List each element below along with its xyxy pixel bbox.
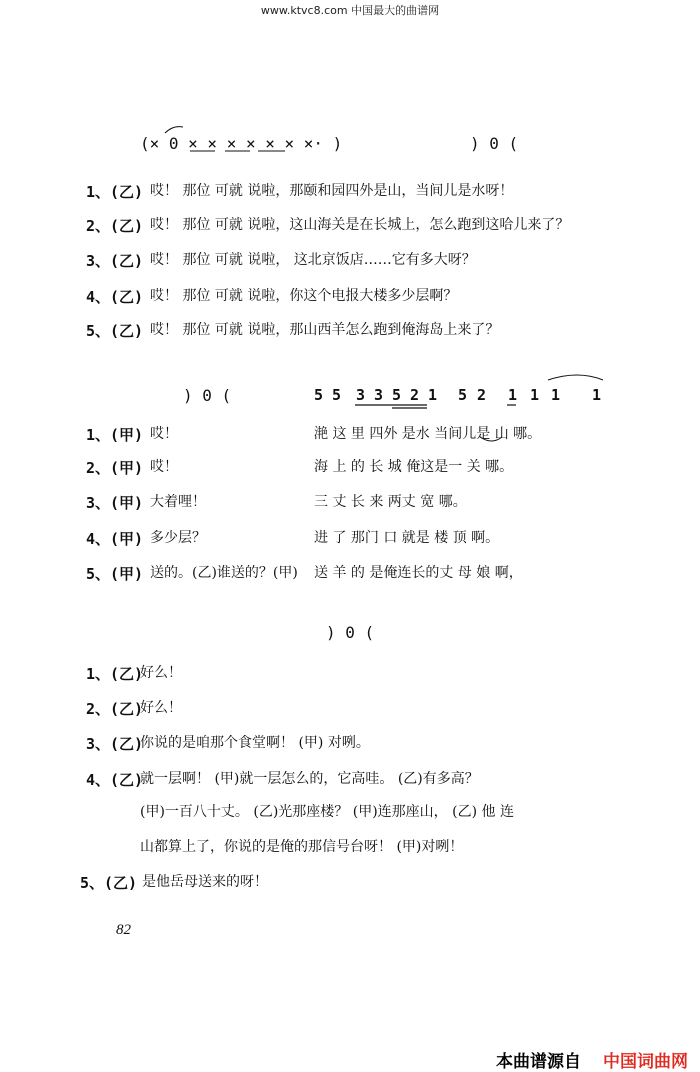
line-number: 2、(甲) bbox=[86, 459, 144, 477]
line-number: 5、(乙) bbox=[80, 874, 138, 892]
speaker-cue: 大着哩！ bbox=[150, 494, 206, 510]
line-number: 4、(乙) bbox=[86, 288, 144, 306]
repeat-mark: ) 0 ( bbox=[183, 386, 232, 405]
dialogue-line: 哎！ 那位 可就 说啦，你这个电报大楼多少层啊？ bbox=[150, 288, 458, 304]
note: 1 bbox=[508, 386, 518, 404]
page-number: 82 bbox=[116, 922, 131, 938]
dialogue-line: 就一层啊！ (甲)就一层怎么的，它高哇。 (乙)有多高？ bbox=[140, 771, 479, 787]
line-number: 5、(乙) bbox=[86, 322, 144, 340]
line-number: 1、(甲) bbox=[86, 426, 144, 444]
note: 1 bbox=[428, 386, 438, 404]
speaker-cue: 哎！ bbox=[150, 426, 178, 442]
slur-mark bbox=[548, 375, 603, 380]
dialogue-line: 好么！ bbox=[140, 700, 182, 716]
speaker-cue: 哎！ bbox=[150, 459, 178, 475]
dialogue-line: 哎！ 那位 可就 说啦， 这北京饭店……它有多大呀？ bbox=[150, 252, 476, 268]
note: 5 bbox=[392, 386, 402, 404]
note: 1 bbox=[530, 386, 540, 404]
note: 1 bbox=[592, 386, 602, 404]
repeat-mark: ) 0 ( bbox=[326, 623, 375, 642]
line-number: 1、(乙) bbox=[86, 665, 144, 683]
note: 5 bbox=[314, 386, 324, 404]
rhythm-pattern: (× 0 × × × × × × ×· ) bbox=[140, 134, 343, 153]
line-number: 3、(乙) bbox=[86, 735, 144, 753]
site-name: 中国词曲网 bbox=[603, 1052, 688, 1072]
lyric-line: 送 羊 的 是俺连长的丈 母 娘 啊， bbox=[314, 565, 523, 581]
note: 3 bbox=[356, 386, 366, 404]
lyric-line: 滟 这 里 四外 是水 当间儿是 山 哪。 bbox=[314, 426, 542, 442]
line-number: 3、(甲) bbox=[86, 494, 144, 512]
dialogue-line: 好么！ bbox=[140, 665, 182, 681]
speaker-cue: 多少层？ bbox=[150, 530, 206, 546]
line-number: 2、(乙) bbox=[86, 700, 144, 718]
dialogue-line: 哎！ 那位 可就 说啦，这山海关是在长城上，怎么跑到这哈儿来了？ bbox=[150, 217, 570, 233]
repeat-mark: ) 0 ( bbox=[470, 134, 519, 153]
site-header: www.ktvc8.com 中国最大的曲谱网 bbox=[260, 4, 440, 17]
dialogue-line: (甲)一百八十丈。 (乙)光那座楼？ (甲)连那座山， (乙) 他 连 bbox=[140, 804, 514, 820]
dialogue-line: 哎！ 那位 可就 说啦，那颐和园四外是山，当间儿是水呀！ bbox=[150, 183, 514, 199]
speaker-cue: 送的。(乙)谁送的？(甲) bbox=[150, 565, 298, 581]
note: 1 bbox=[551, 386, 561, 404]
dialogue-line: 哎！ 那位 可就 说啦，那山西羊怎么跑到俺海岛上来了？ bbox=[150, 322, 500, 338]
line-number: 5、(甲) bbox=[86, 565, 144, 583]
line-number: 1、(乙) bbox=[86, 183, 144, 201]
note: 2 bbox=[477, 386, 487, 404]
note: 5 bbox=[332, 386, 342, 404]
note: 2 bbox=[410, 386, 420, 404]
lyric-line: 进 了 那门 口 就是 楼 顶 啊。 bbox=[314, 530, 500, 546]
slur-mark bbox=[165, 127, 183, 133]
line-number: 4、(甲) bbox=[86, 530, 144, 548]
lyric-line: 海 上 的 长 城 俺这是一 关 哪。 bbox=[314, 459, 514, 475]
line-number: 2、(乙) bbox=[86, 217, 144, 235]
line-number: 3、(乙) bbox=[86, 252, 144, 270]
lyric-line: 三 丈 长 来 两丈 宽 哪。 bbox=[314, 494, 467, 510]
source-label: 本曲谱源自 bbox=[496, 1052, 581, 1072]
note: 5 bbox=[458, 386, 468, 404]
note: 3 bbox=[374, 386, 384, 404]
line-number: 4、(乙) bbox=[86, 771, 144, 789]
dialogue-line: 山都算上了，你说的是俺的那信号台呀！ (甲)对咧！ bbox=[140, 839, 464, 855]
dialogue-line: 是他岳母送来的呀！ bbox=[142, 874, 268, 890]
dialogue-line: 你说的是咱那个食堂啊！ (甲) 对咧。 bbox=[140, 735, 370, 751]
